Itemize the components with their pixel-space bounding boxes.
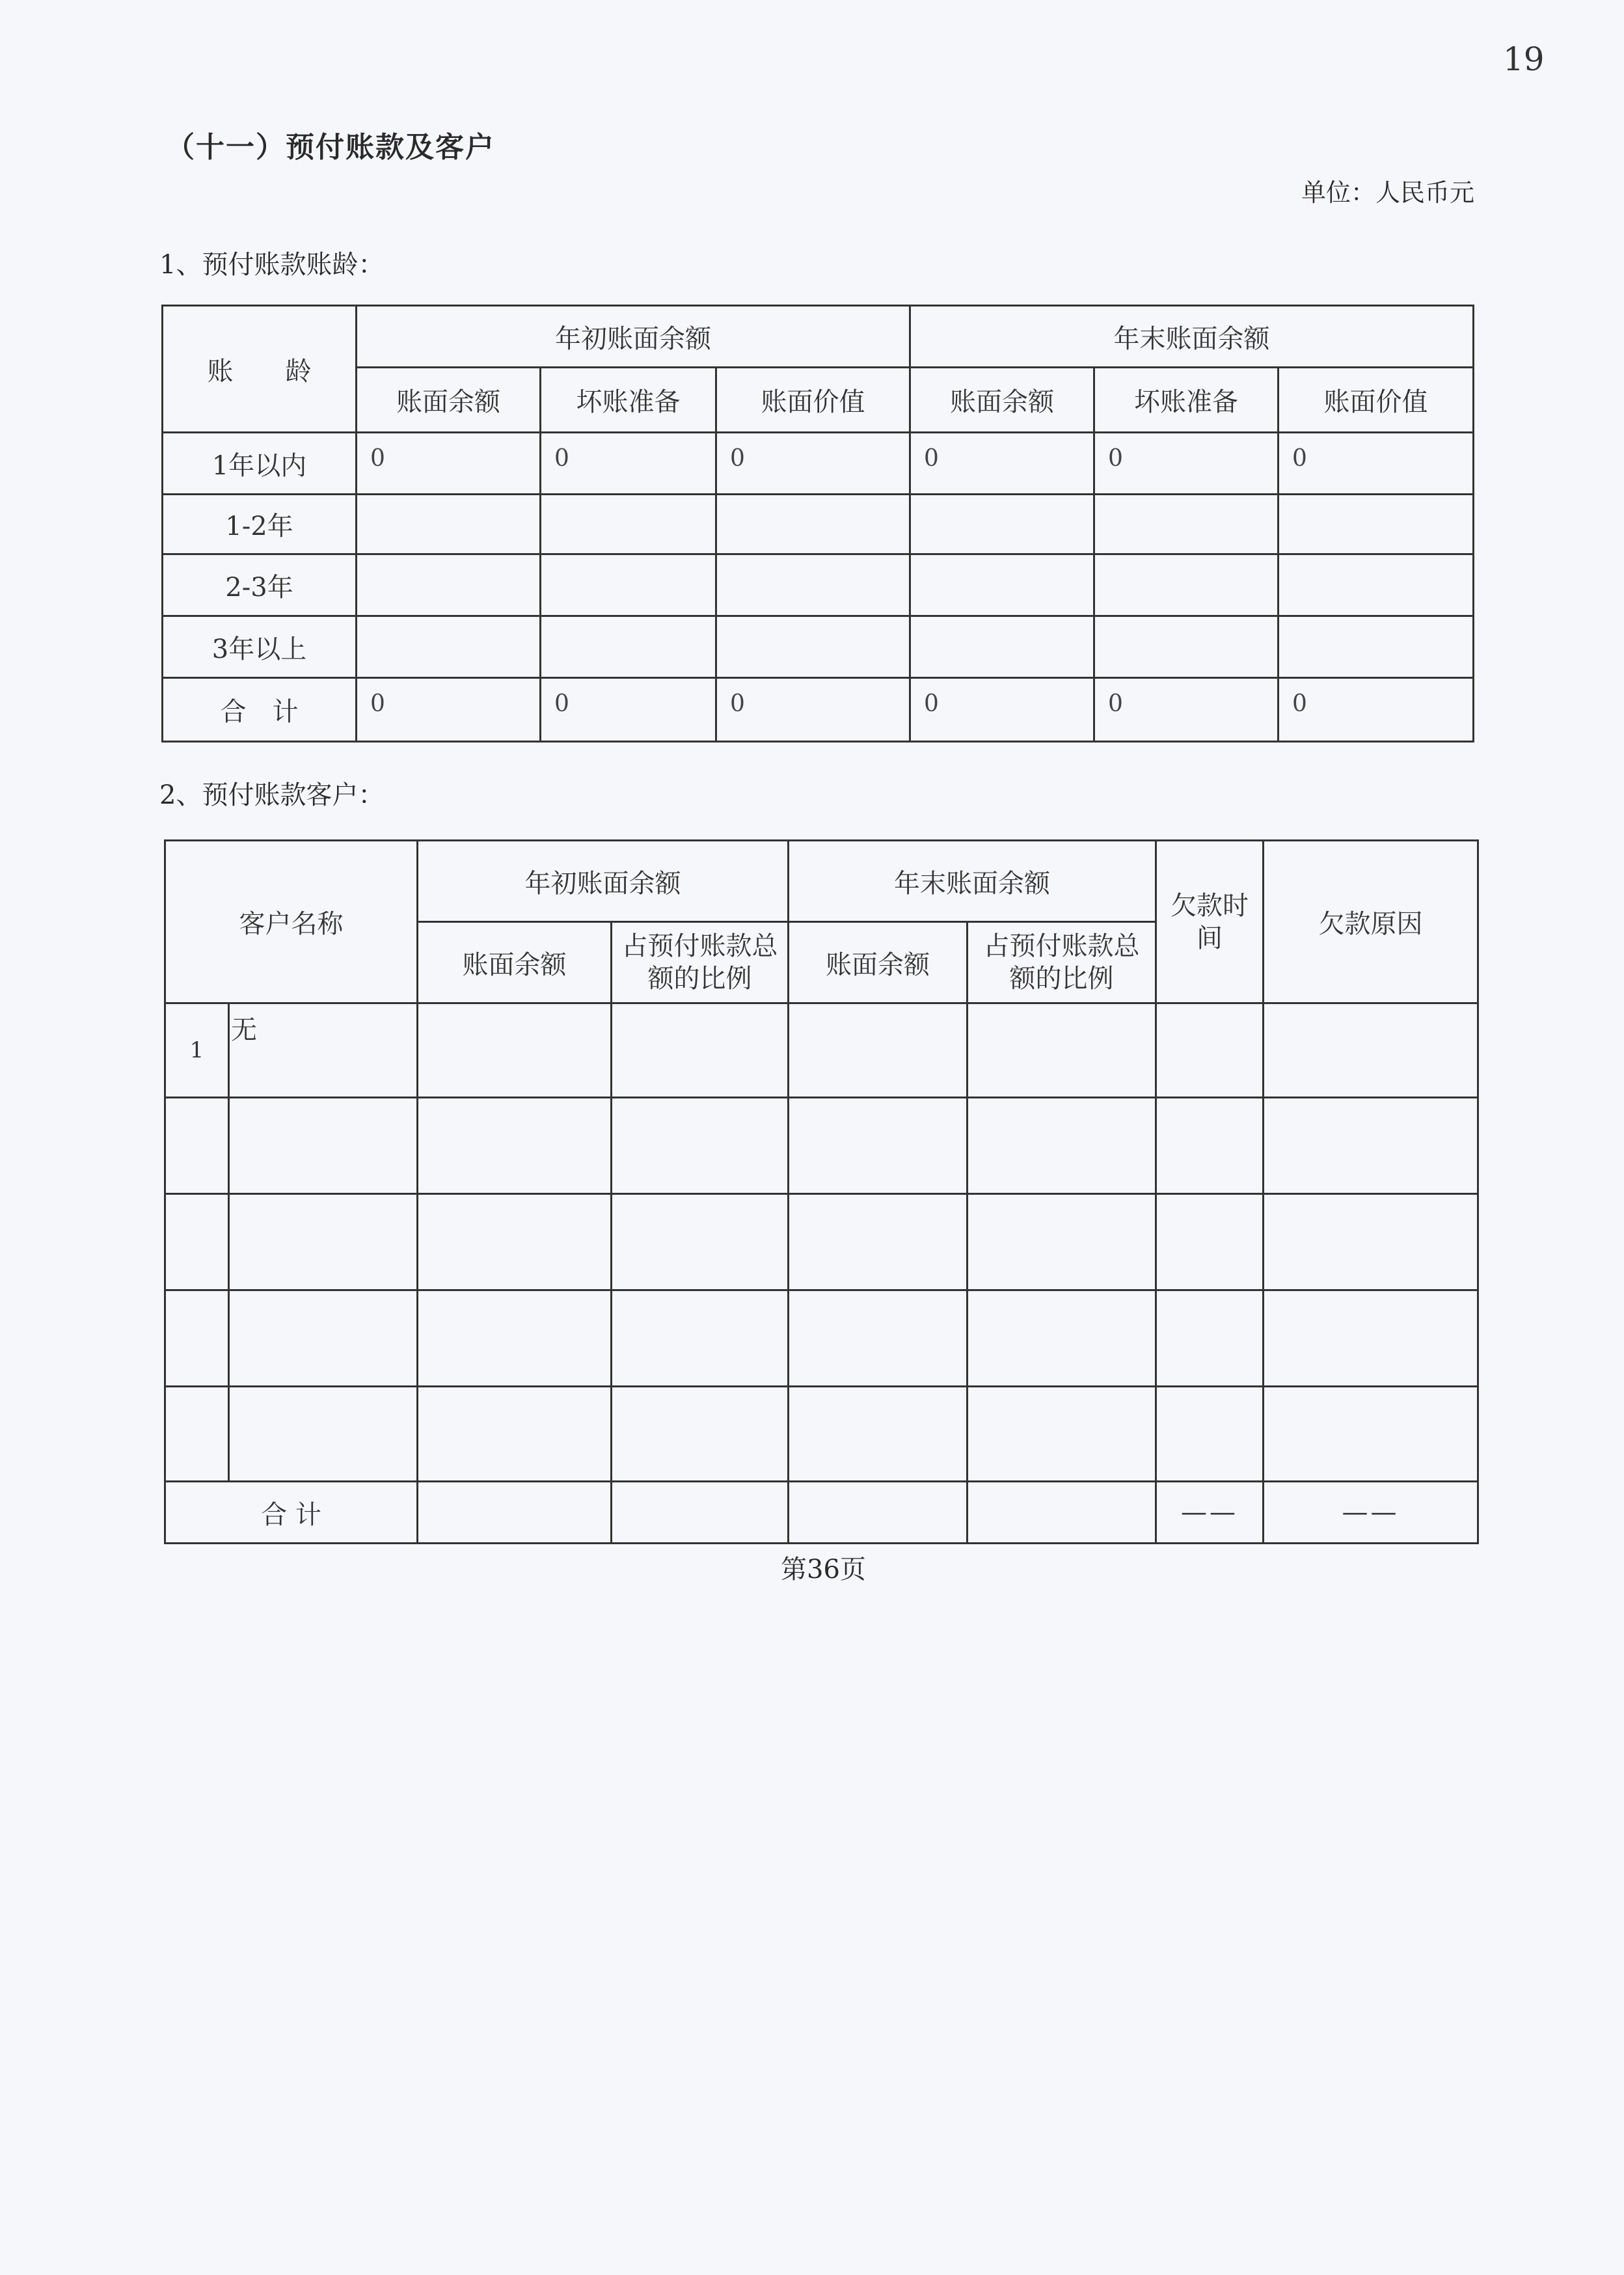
empty-cell — [418, 1482, 612, 1544]
row-label: 1-2年 — [163, 495, 357, 554]
cell-value — [357, 616, 541, 678]
cell-value — [716, 616, 910, 678]
cell-value — [1279, 495, 1474, 554]
empty-cell — [1264, 1387, 1478, 1482]
cell-value — [1279, 616, 1474, 678]
end-balance-group-header: 年末账面余额 — [789, 841, 1156, 922]
table-row — [163, 616, 1474, 678]
row-index: 1 — [165, 1003, 229, 1098]
cell-value — [910, 554, 1094, 616]
total-row — [163, 678, 1474, 742]
empty-cell — [789, 1482, 968, 1544]
table-row — [163, 554, 1474, 616]
cell-value: 0 — [1279, 678, 1474, 742]
table-row — [163, 495, 1474, 554]
sub-header-balance: 账面余额 — [418, 922, 612, 1003]
cell-value — [357, 554, 541, 616]
cell-value: 0 — [357, 678, 541, 742]
cell-value — [1094, 495, 1279, 554]
empty-cell — [418, 1003, 612, 1098]
total-time: —— — [1156, 1482, 1264, 1544]
aging-header: 账 龄 — [163, 306, 357, 433]
cell-value: 0 — [910, 678, 1094, 742]
empty-cell — [229, 1290, 418, 1387]
ratio-line1: 占预付账款总 — [621, 931, 778, 961]
total-row — [165, 1482, 1478, 1544]
customer-name: 无 — [229, 1003, 418, 1098]
end-balance-group-header: 年末账面余额 — [910, 306, 1474, 368]
begin-balance-group-header: 年初账面余额 — [418, 841, 789, 922]
empty-cell — [1264, 1290, 1478, 1387]
cell-value — [357, 495, 541, 554]
row-label: 3年以上 — [163, 616, 357, 678]
sub-header-ratio — [968, 922, 1156, 1003]
row-label: 合 计 — [163, 678, 357, 742]
cell-value — [1279, 554, 1474, 616]
cell-value — [1094, 554, 1279, 616]
empty-cell — [612, 1387, 789, 1482]
empty-cell — [418, 1098, 612, 1194]
currency-unit: 单位：人民币元 — [1301, 178, 1475, 207]
empty-cell — [612, 1482, 789, 1544]
sub-header: 账面余额 — [357, 368, 541, 433]
empty-cell — [789, 1387, 968, 1482]
empty-cell — [1156, 1098, 1264, 1194]
cell-value: 0 — [1279, 433, 1474, 495]
empty-cell — [1264, 1098, 1478, 1194]
cell-value: 0 — [357, 433, 541, 495]
sub-header: 账面余额 — [910, 368, 1094, 433]
arrears-time-header-line2: 间 — [1197, 923, 1223, 953]
ratio-line2: 额的比例 — [647, 964, 752, 994]
cell-value: 0 — [716, 678, 910, 742]
page-footer: 第36页 — [781, 1555, 866, 1585]
empty-cell — [418, 1387, 612, 1482]
empty-cell — [418, 1290, 612, 1387]
empty-cell — [229, 1194, 418, 1290]
total-reason: —— — [1264, 1482, 1478, 1544]
aging-table — [161, 305, 1474, 742]
cell-value — [541, 554, 716, 616]
sub-header: 账面价值 — [716, 368, 910, 433]
begin-balance-group-header: 年初账面余额 — [357, 306, 910, 368]
empty-cell — [968, 1482, 1156, 1544]
empty-cell — [968, 1387, 1156, 1482]
aging-table-caption: 1、预付账款账龄： — [159, 250, 385, 280]
empty-cell — [229, 1098, 418, 1194]
table-row — [165, 1290, 1478, 1387]
arrears-reason-header: 欠款原因 — [1264, 841, 1478, 1003]
empty-cell — [612, 1194, 789, 1290]
row-label: 2-3年 — [163, 554, 357, 616]
customer-table-caption: 2、预付账款客户： — [159, 780, 385, 810]
cell-value: 0 — [1094, 433, 1279, 495]
page-number: 19 — [1503, 40, 1545, 78]
empty-cell — [165, 1290, 229, 1387]
arrears-time-header-line1: 欠款时 — [1171, 890, 1249, 921]
empty-cell — [229, 1387, 418, 1482]
empty-cell — [612, 1003, 789, 1098]
empty-cell — [1264, 1003, 1478, 1098]
cell-value: 0 — [1094, 678, 1279, 742]
table-row — [165, 1387, 1478, 1482]
cell-value: 0 — [716, 433, 910, 495]
cell-value — [910, 495, 1094, 554]
sub-header: 账面价值 — [1279, 368, 1474, 433]
sub-header-ratio — [612, 922, 789, 1003]
cell-value — [716, 554, 910, 616]
empty-cell — [789, 1003, 968, 1098]
empty-cell — [1264, 1194, 1478, 1290]
empty-cell — [789, 1098, 968, 1194]
empty-cell — [789, 1194, 968, 1290]
empty-cell — [1156, 1194, 1264, 1290]
cell-value: 0 — [910, 433, 1094, 495]
customer-name-header: 客户名称 — [165, 841, 418, 1003]
empty-cell — [1156, 1387, 1264, 1482]
ratio-line2: 额的比例 — [1009, 964, 1114, 994]
empty-cell — [165, 1194, 229, 1290]
sub-header: 坏账准备 — [1094, 368, 1279, 433]
empty-cell — [968, 1290, 1156, 1387]
empty-cell — [418, 1194, 612, 1290]
arrears-time-header — [1156, 841, 1264, 1003]
empty-cell — [968, 1098, 1156, 1194]
empty-cell — [789, 1290, 968, 1387]
table-row — [165, 1098, 1478, 1194]
sub-header: 坏账准备 — [541, 368, 716, 433]
empty-cell — [612, 1290, 789, 1387]
empty-cell — [1156, 1290, 1264, 1387]
cell-value — [716, 495, 910, 554]
cell-value — [910, 616, 1094, 678]
empty-cell — [968, 1194, 1156, 1290]
table-row — [165, 1003, 1478, 1098]
customer-table — [164, 839, 1479, 1544]
empty-cell — [612, 1098, 789, 1194]
total-label: 合 计 — [165, 1482, 418, 1544]
empty-cell — [165, 1098, 229, 1194]
cell-value: 0 — [541, 433, 716, 495]
empty-cell — [968, 1003, 1156, 1098]
empty-cell — [1156, 1003, 1264, 1098]
cell-value — [1094, 616, 1279, 678]
cell-value: 0 — [541, 678, 716, 742]
empty-cell — [165, 1387, 229, 1482]
table-row — [163, 433, 1474, 495]
sub-header-balance: 账面余额 — [789, 922, 968, 1003]
table-row — [165, 1194, 1478, 1290]
section-title: （十一）预付账款及客户 — [166, 131, 495, 164]
cell-value — [541, 616, 716, 678]
cell-value — [541, 495, 716, 554]
row-label: 1年以内 — [163, 433, 357, 495]
ratio-line1: 占预付账款总 — [983, 931, 1140, 961]
